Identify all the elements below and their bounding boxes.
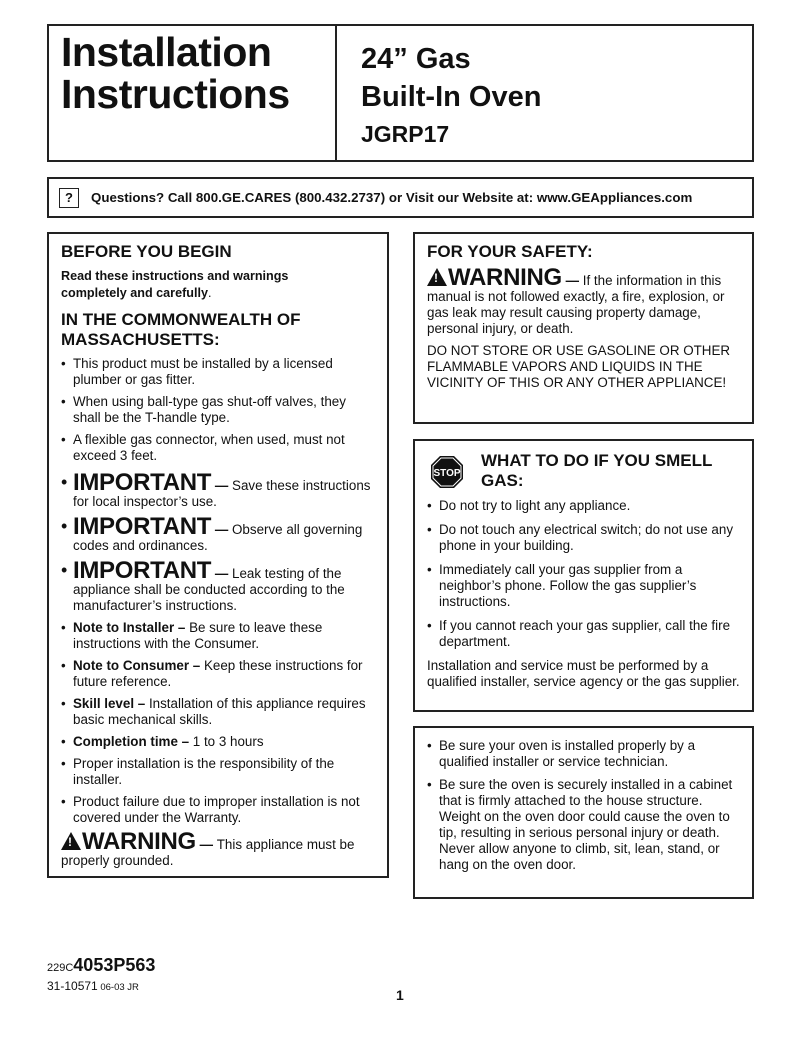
important-label: IMPORTANT	[73, 513, 212, 540]
warning-triangle-icon	[61, 832, 81, 850]
grounding-warning	[61, 828, 375, 869]
important-text: Observe all governing codes and ordinances.	[73, 522, 363, 553]
product-line-1: 24” Gas	[361, 43, 471, 75]
document-number	[47, 979, 139, 993]
document-title	[61, 31, 290, 115]
question-mark-icon: ?	[59, 188, 79, 208]
warning-dash: —	[561, 273, 583, 288]
safety-warning	[427, 264, 740, 337]
note-installer	[61, 620, 375, 652]
stop-sign-icon	[430, 455, 464, 489]
list-item: • When using ball-type gas shut-off valves, they shall be the T-handle type.	[61, 394, 375, 426]
warning-text: If the information in this manual is not followed exactly, a fire, explosion, or gas leak may result causing property damage, personal injury, or death.	[427, 273, 725, 336]
list-item: • Product failure due to improper installation is not covered under the Warranty.	[61, 794, 375, 826]
massachusetts-heading	[61, 310, 375, 350]
safety-heading: FOR YOUR SAFETY:	[427, 242, 593, 261]
part-number-main: 4053P563	[73, 955, 156, 975]
important-item	[61, 513, 375, 554]
warning-triangle-icon	[427, 268, 447, 286]
important-text: Save these instructions for local inspector’s use.	[73, 478, 371, 509]
intro-line-2: completely and carefully	[61, 286, 208, 300]
stop-label: STOP	[433, 468, 461, 479]
product-name	[361, 40, 541, 116]
mass-heading-line-2: MASSACHUSETTS:	[61, 330, 220, 349]
oven-installation-notes	[413, 726, 754, 899]
flammable-warning: DO NOT STORE OR USE GASOLINE OR OTHER FLAMMABLE VAPORS AND LIQUIDS IN THE VICINITY OF THIS OR ANY OTHER APPLIANCE!	[427, 343, 731, 390]
list-item: • Be sure the oven is securely installed in a cabinet that is firmly attached to the house structure. Weight on the oven door could cause the oven to tip, resulting in serious personal injury or death. Never allow anyone to climb, sit, lean, stand, or hang on the oven door.	[427, 777, 740, 873]
list-item: • Do not try to light any appliance.	[427, 498, 740, 514]
product-line-2: Built-In Oven	[361, 81, 542, 113]
note-label: Skill level –	[73, 696, 146, 711]
document-header	[47, 24, 754, 162]
important-label: IMPORTANT	[73, 469, 212, 496]
list-item: • A flexible gas connector, when used, must not exceed 3 feet.	[61, 432, 375, 464]
important-item	[61, 469, 375, 510]
title-line-2: Instructions	[61, 71, 290, 117]
note-text: Keep these instructions for future reference.	[73, 658, 363, 689]
note-text: Installation of this appliance requires basic mechanical skills.	[73, 696, 366, 727]
list-item: • Be sure your oven is installed properly by a qualified installer or service technician.	[427, 738, 740, 770]
note-label: Note to Installer –	[73, 620, 186, 635]
warning-label: WARNING	[448, 264, 562, 291]
completion-time	[61, 734, 375, 750]
doc-number: 31-10571	[47, 979, 98, 993]
title-line-1: Installation	[61, 29, 272, 75]
intro-text	[61, 268, 375, 302]
list-item: • Proper installation is the responsibility of the installer.	[61, 756, 375, 788]
intro-period: .	[207, 286, 212, 300]
before-you-begin-section	[47, 232, 389, 878]
smell-gas-section	[413, 439, 754, 712]
for-your-safety-section	[413, 232, 754, 424]
questions-bar	[47, 177, 754, 218]
service-note: Installation and service must be performed by a qualified installer, service agency or the gas supplier.	[427, 658, 740, 689]
important-dash: —	[211, 566, 233, 581]
part-number	[47, 955, 155, 976]
note-consumer	[61, 658, 375, 690]
model-number: JGRP17	[361, 121, 450, 147]
list-item: • If you cannot reach your gas supplier, call the fire department.	[427, 618, 740, 650]
important-dash: —	[211, 478, 233, 493]
part-prefix: 229C	[47, 962, 74, 974]
note-label: Note to Consumer –	[73, 658, 201, 673]
important-text: Leak testing of the appliance shall be conducted according to the manufacturer’s instructions.	[73, 566, 345, 613]
warning-label: WARNING	[82, 828, 196, 855]
important-item	[61, 557, 375, 614]
header-divider	[335, 26, 337, 160]
important-label: IMPORTANT	[73, 557, 212, 584]
skill-level	[61, 696, 375, 728]
note-text: Be sure to leave these instructions with the Consumer.	[73, 620, 323, 651]
smell-heading-line-1: WHAT TO DO IF YOU SMELL	[481, 451, 713, 470]
smell-heading-line-2: GAS:	[481, 471, 524, 490]
intro-line-1: Read these instructions and warnings	[61, 269, 289, 283]
smell-gas-heading	[481, 451, 740, 491]
before-you-begin-heading: BEFORE YOU BEGIN	[61, 242, 232, 261]
warning-text: This appliance must be properly grounded.	[61, 837, 355, 868]
list-item: • Do not touch any electrical switch; do not use any phone in your building.	[427, 522, 740, 554]
page-number: 1	[396, 987, 404, 1003]
doc-date: 06-03 JR	[97, 982, 139, 993]
questions-text: Questions? Call 800.GE.CARES (800.432.2737) or Visit our Website at: www.GEAppliances.com	[91, 190, 693, 205]
list-item: • This product must be installed by a licensed plumber or gas fitter.	[61, 356, 375, 388]
warning-dash: —	[195, 837, 217, 852]
note-label: Completion time –	[73, 734, 190, 749]
note-text: 1 to 3 hours	[189, 734, 264, 749]
mass-heading-line-1: IN THE COMMONWEALTH OF	[61, 310, 301, 329]
list-item: • Immediately call your gas supplier from a neighbor’s phone. Follow the gas supplier’s instructions.	[427, 562, 740, 610]
important-dash: —	[211, 522, 233, 537]
